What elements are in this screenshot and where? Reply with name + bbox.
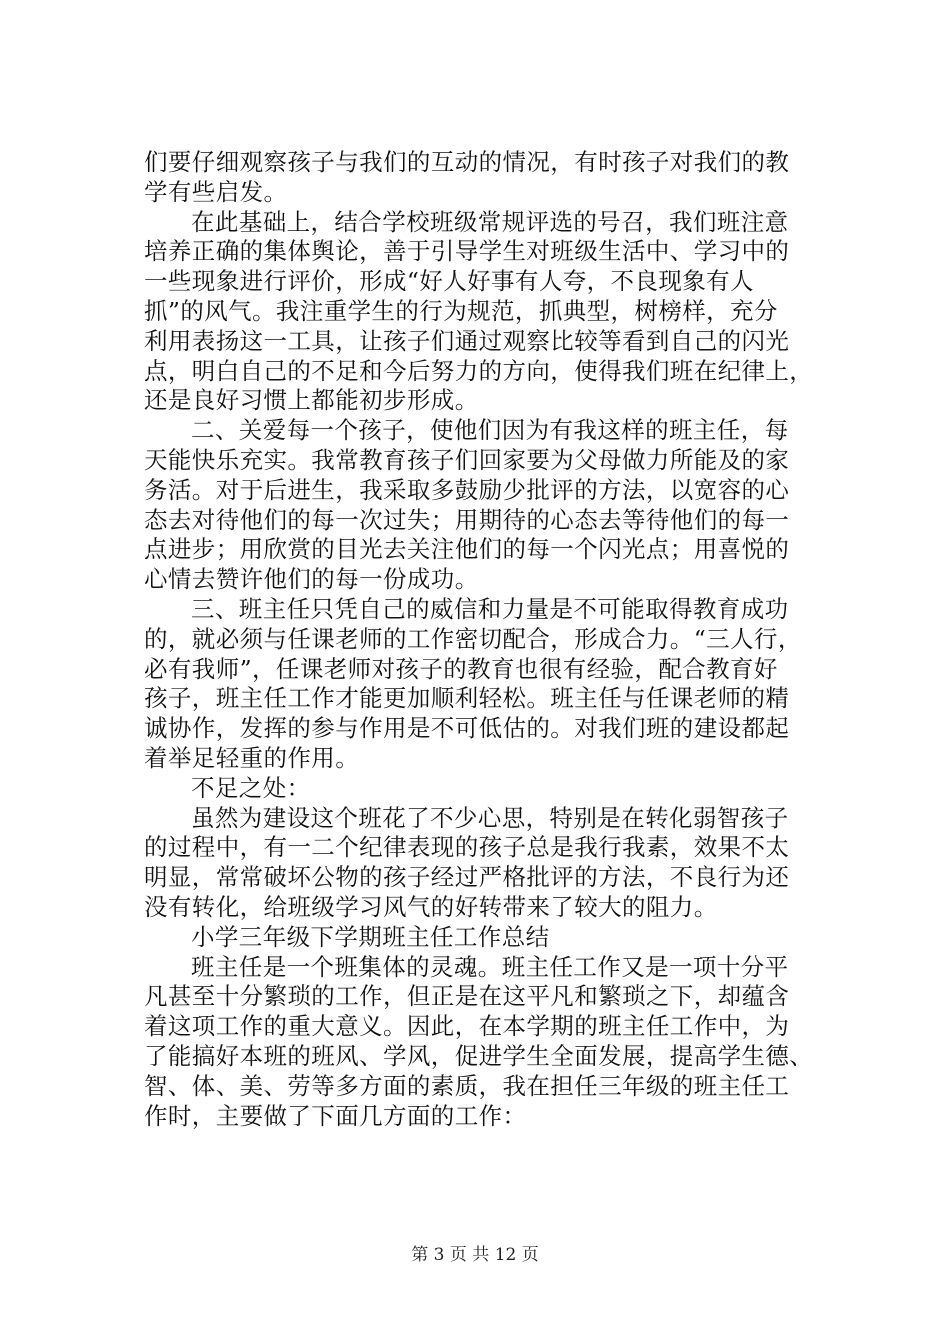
text-line: 点，明白自己的不足和今后努力的方向，使得我们班在纪律上， [144, 356, 814, 385]
text-line: 孩子，班主任工作才能更加顺利轻松。班主任与任课老师的精 [144, 684, 790, 713]
text-line: 态去对待他们的每一次过失；用期待的心态去等待他们的每一 [144, 505, 790, 534]
text-line: 作时，主要做了下面几方面的工作： [144, 1101, 527, 1130]
text-line: 不足之处： [191, 773, 311, 802]
text-line: 诚协作，发挥的参与作用是不可低估的。对我们班的建设都起 [144, 714, 790, 743]
text-line: 们要仔细观察孩子与我们的互动的情况，有时孩子对我们的教 [144, 148, 790, 176]
text-line: 着这项工作的重大意义。因此，在本学期的班主任工作中，为 [144, 1012, 790, 1041]
page-footer: 第 3 页 共 12 页 [411, 1245, 539, 1265]
text-line: 明显，常常破坏公物的孩子经过严格批评的方法，不良行为还 [144, 863, 790, 892]
text-line: 一些现象进行评价，形成“好人好事有人夸，不良现象有人 [144, 267, 754, 296]
text-line: 学有些启发。 [144, 177, 288, 206]
text-line: 三、班主任只凭自己的威信和力量是不可能取得教育成功 [191, 594, 789, 623]
text-line: 点进步；用欣赏的目光去关注他们的每一个闪光点；用喜悦的 [144, 535, 790, 564]
text-line: 培养正确的集体舆论，善于引导学生对班级生活中、学习中的 [144, 237, 790, 266]
text-line: 智、体、美、劳等多方面的素质，我在担任三年级的班主任工 [144, 1071, 790, 1100]
text-line: 天能快乐充实。我常教育孩子们回家要为父母做力所能及的家 [144, 445, 790, 474]
text-line: 利用表扬这一工具，让孩子们通过观察比较等看到自己的闪光 [144, 326, 790, 355]
text-line: 的，就必须与任课老师的工作密切配合，形成合力。“三人行， [144, 624, 802, 653]
text-line: 二、关爱每一个孩子，使他们因为有我这样的班主任，每 [191, 416, 789, 445]
text-line: 务活。对于后进生，我采取多鼓励少批评的方法，以宽容的心 [144, 475, 790, 504]
text-line: 必有我师”，任课老师对孩子的教育也很有经验，配合教育好 [144, 654, 778, 683]
text-line: 心情去赞许他们的每一份成功。 [144, 565, 479, 594]
text-line: 在此基础上，结合学校班级常规评选的号召，我们班注意 [191, 207, 789, 236]
text-line: 的过程中，有一二个纪律表现的孩子总是我行我素，效果不太 [144, 833, 790, 862]
text-line: 还是良好习惯上都能初步形成。 [144, 386, 479, 415]
text-line: 班主任是一个班集体的灵魂。班主任工作又是一项十分平 [191, 952, 789, 981]
body-text [144, 148, 834, 1131]
text-line: 虽然为建设这个班花了不少心思，特别是在转化弱智孩子 [191, 803, 789, 832]
text-line: 抓”的风气。我注重学生的行为规范，抓典型，树榜样，充分 [144, 296, 778, 325]
text-line: 小学三年级下学期班主任工作总结 [191, 922, 550, 951]
text-line: 凡甚至十分繁琐的工作，但正是在这平凡和繁琐之下，却蕴含 [144, 982, 790, 1011]
text-line: 没有转化，给班级学习风气的好转带来了较大的阻力。 [144, 892, 718, 921]
text-line: 了能搞好本班的班风、学风，促进学生全面发展，提高学生德、 [144, 1041, 814, 1070]
text-line: 着举足轻重的作用。 [144, 743, 360, 772]
